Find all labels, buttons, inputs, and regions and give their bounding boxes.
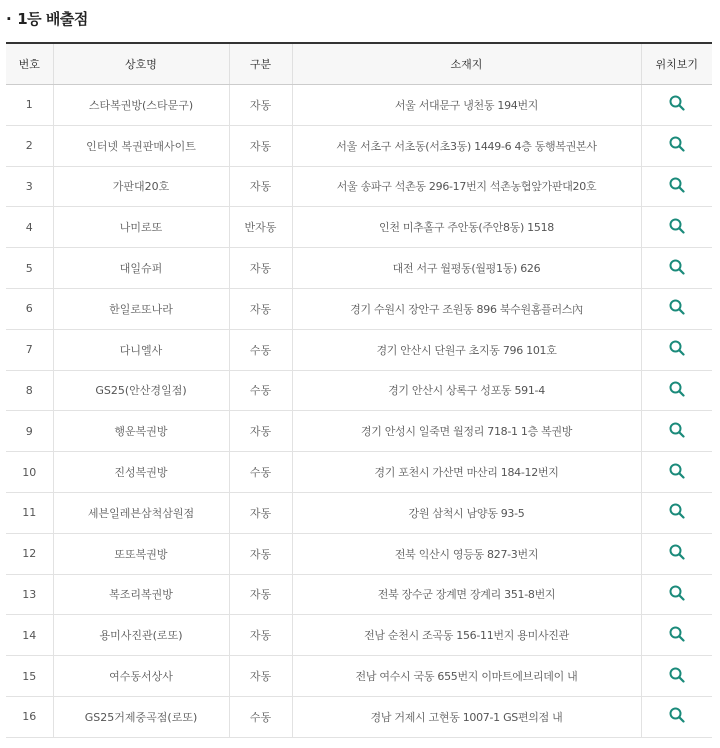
row-number: 8: [6, 370, 53, 411]
table-row: [6, 452, 712, 493]
title-bullet: ·: [6, 10, 12, 28]
row-location: [641, 492, 712, 533]
row-type: 자동: [229, 656, 292, 697]
row-address: 경기 안성시 일죽면 월정리 718-1 1층 복권방: [292, 411, 641, 452]
table-row: [6, 329, 712, 370]
row-number: 7: [6, 329, 53, 370]
row-location: [641, 329, 712, 370]
table-header-row: [6, 43, 712, 85]
row-type: 자동: [229, 615, 292, 656]
row-type: 수동: [229, 370, 292, 411]
row-type: 자동: [229, 492, 292, 533]
row-type: 반자동: [229, 207, 292, 248]
row-store-name: 다니엘사: [53, 329, 229, 370]
table-row: [6, 696, 712, 737]
page-title: [6, 8, 88, 29]
table-row: [6, 411, 712, 452]
search-icon[interactable]: [669, 667, 685, 683]
row-type: 수동: [229, 696, 292, 737]
row-store-name: 또또복권방: [53, 533, 229, 574]
row-store-name: 대일슈퍼: [53, 248, 229, 289]
row-location: [641, 411, 712, 452]
search-icon[interactable]: [669, 259, 685, 275]
table-row: [6, 492, 712, 533]
row-store-name: 행운복권방: [53, 411, 229, 452]
row-address: 경기 안산시 상록구 성포동 591-4: [292, 370, 641, 411]
search-icon[interactable]: [669, 136, 685, 152]
row-location: [641, 533, 712, 574]
row-location: [641, 166, 712, 207]
table-row: [6, 166, 712, 207]
table-row: [6, 288, 712, 329]
row-type: 수동: [229, 452, 292, 493]
search-icon[interactable]: [669, 340, 685, 356]
search-icon[interactable]: [669, 707, 685, 723]
row-number: 15: [6, 656, 53, 697]
table-row: [6, 615, 712, 656]
search-icon[interactable]: [669, 544, 685, 560]
row-address: 대전 서구 월평동(월평1동) 626: [292, 248, 641, 289]
row-location: [641, 370, 712, 411]
row-location: [641, 207, 712, 248]
row-type: 수동: [229, 329, 292, 370]
row-store-name: 스타복권방(스타문구): [53, 85, 229, 126]
row-address: 경기 포천시 가산면 마산리 184-12번지: [292, 452, 641, 493]
search-icon[interactable]: [669, 422, 685, 438]
header-number: 번호: [6, 43, 53, 85]
search-icon[interactable]: [669, 299, 685, 315]
row-number: 2: [6, 125, 53, 166]
row-type: 자동: [229, 411, 292, 452]
search-icon[interactable]: [669, 503, 685, 519]
search-icon[interactable]: [669, 95, 685, 111]
row-address: 전남 순천시 조곡동 156-11번지 용미사진관: [292, 615, 641, 656]
row-type: 자동: [229, 125, 292, 166]
row-number: 4: [6, 207, 53, 248]
row-number: 5: [6, 248, 53, 289]
row-location: [641, 248, 712, 289]
row-store-name: GS25거제중곡점(로또): [53, 696, 229, 737]
table-row: [6, 125, 712, 166]
row-address: 경남 거제시 고현동 1007-1 GS편의점 내: [292, 696, 641, 737]
row-address: 전남 여수시 국동 655번지 이마트에브리데이 내: [292, 656, 641, 697]
row-number: 14: [6, 615, 53, 656]
search-icon[interactable]: [669, 463, 685, 479]
header-type: 구분: [229, 43, 292, 85]
header-store-name: 상호명: [53, 43, 229, 85]
row-store-name: GS25(안산경일점): [53, 370, 229, 411]
row-address: 경기 안산시 단원구 초지동 796 101호: [292, 329, 641, 370]
row-store-name: 여수동서상사: [53, 656, 229, 697]
row-address: 경기 수원시 장안구 조원동 896 북수원홈플러스內: [292, 288, 641, 329]
row-location: [641, 288, 712, 329]
row-type: 자동: [229, 533, 292, 574]
search-icon[interactable]: [669, 218, 685, 234]
row-location: [641, 656, 712, 697]
row-number: 1: [6, 85, 53, 126]
row-location: [641, 696, 712, 737]
row-location: [641, 125, 712, 166]
row-type: 자동: [229, 574, 292, 615]
page-title-text: 1등 배출점: [17, 10, 88, 28]
row-store-name: 한일로또나라: [53, 288, 229, 329]
row-location: [641, 615, 712, 656]
row-store-name: 복조리복권방: [53, 574, 229, 615]
table-row: [6, 207, 712, 248]
search-icon[interactable]: [669, 177, 685, 193]
row-number: 16: [6, 696, 53, 737]
row-type: 자동: [229, 248, 292, 289]
row-store-name: 세븐일레븐삼척삼원점: [53, 492, 229, 533]
row-address: 인천 미추홀구 주안동(주안8동) 1518: [292, 207, 641, 248]
row-address: 서울 송파구 석촌동 296-17번지 석촌농협앞가판대20호: [292, 166, 641, 207]
search-icon[interactable]: [669, 381, 685, 397]
row-address: 전북 장수군 장계면 장계리 351-8번지: [292, 574, 641, 615]
row-number: 12: [6, 533, 53, 574]
row-number: 9: [6, 411, 53, 452]
header-location: 위치보기: [641, 43, 712, 85]
row-address: 강원 삼척시 남양동 93-5: [292, 492, 641, 533]
row-store-name: 인터넷 복권판매사이트: [53, 125, 229, 166]
winning-stores-table: [6, 42, 712, 738]
row-location: [641, 85, 712, 126]
row-type: 자동: [229, 166, 292, 207]
row-store-name: 용미사진관(로또): [53, 615, 229, 656]
row-store-name: 나미로또: [53, 207, 229, 248]
row-number: 13: [6, 574, 53, 615]
row-store-name: 진성복권방: [53, 452, 229, 493]
header-address: 소재지: [292, 43, 641, 85]
table-row: [6, 533, 712, 574]
table-row: [6, 370, 712, 411]
row-type: 자동: [229, 288, 292, 329]
table-row: [6, 248, 712, 289]
table-row: [6, 85, 712, 126]
row-number: 10: [6, 452, 53, 493]
row-address: 서울 서초구 서초동(서초3동) 1449-6 4층 동행복권본사: [292, 125, 641, 166]
row-type: 자동: [229, 85, 292, 126]
row-location: [641, 452, 712, 493]
row-number: 3: [6, 166, 53, 207]
row-address: 서울 서대문구 냉천동 194번지: [292, 85, 641, 126]
search-icon[interactable]: [669, 585, 685, 601]
row-location: [641, 574, 712, 615]
table-row: [6, 574, 712, 615]
row-address: 전북 익산시 영등동 827-3번지: [292, 533, 641, 574]
row-store-name: 가판대20호: [53, 166, 229, 207]
table-row: [6, 656, 712, 697]
row-number: 11: [6, 492, 53, 533]
search-icon[interactable]: [669, 626, 685, 642]
row-number: 6: [6, 288, 53, 329]
